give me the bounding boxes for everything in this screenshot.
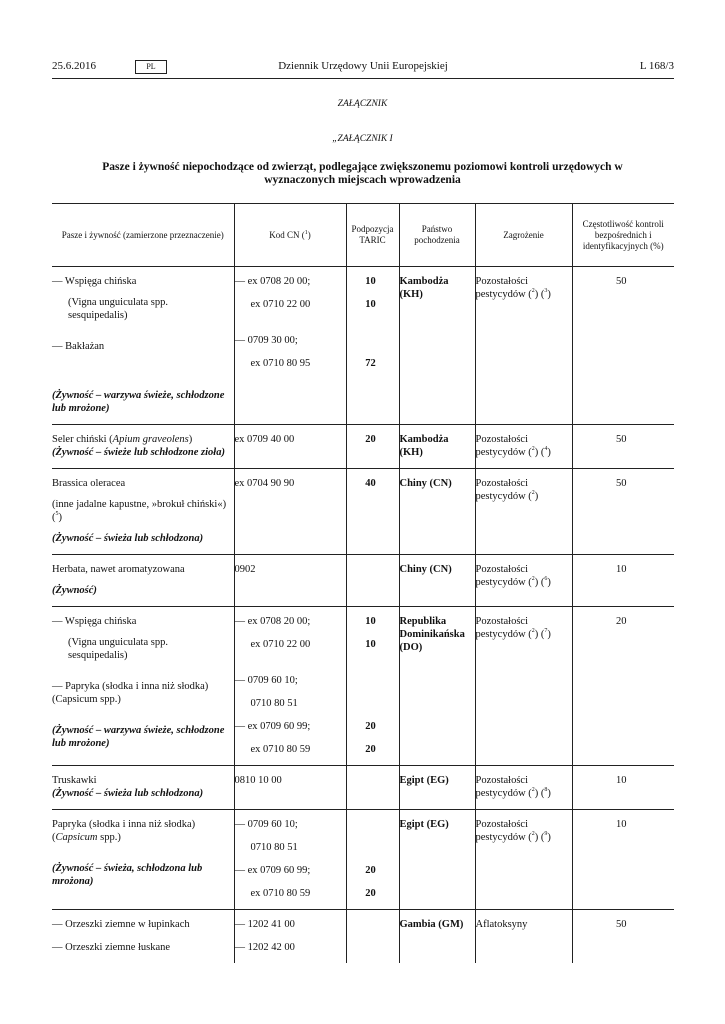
taric-cell: 10 10 72 bbox=[346, 267, 399, 425]
table-row bbox=[52, 425, 674, 469]
hazard-cell: Pozostałości pestycydów ($^2$) ($^7$) bbox=[475, 607, 572, 766]
goods-cell: Papryka (słodka i inna niż słodka) (Capsicum spp.) (Żywność – świeża, schłodzona lub mrożona) bbox=[52, 810, 234, 910]
country-cell: Egipt (EG) bbox=[399, 810, 475, 910]
frequency-cell: 50 bbox=[572, 267, 674, 425]
column-header-goods: Pasze i żywność (zamierzone przeznaczenie) bbox=[52, 204, 234, 267]
hazard-cell: Pozostałości pestycydów ($^2$) ($^9$) bbox=[475, 810, 572, 910]
cn-code-cell: ex 0709 40 00 bbox=[234, 425, 346, 469]
cn-code-cell: — ex 0708 20 00; ex 0710 22 00 — 0709 60 10; 0710 80 51 — ex 0709 60 99; ex 0710 80 59 bbox=[234, 607, 346, 766]
country-cell: Chiny (CN) bbox=[399, 555, 475, 607]
frequency-cell: 20 bbox=[572, 607, 674, 766]
journal-title: Dziennik Urzędowy Unii Europejskiej bbox=[278, 60, 448, 72]
goods-cell: Seler chiński (Apium graveolens) (Żywność – świeże lub schłodzone zioła) bbox=[52, 425, 234, 469]
country-cell: Kambodża (KH) bbox=[399, 267, 475, 425]
country-cell: Chiny (CN) bbox=[399, 469, 475, 555]
taric-cell bbox=[346, 766, 399, 810]
taric-cell: 40 bbox=[346, 469, 399, 555]
goods-cell: — Orzeszki ziemne w łupinkach — Orzeszki ziemne łuskane bbox=[52, 919, 190, 953]
cn-code-cell: — ex 0708 20 00; ex 0710 22 00 — 0709 30 00; ex 0710 80 95 bbox=[234, 267, 346, 425]
column-header-taric: Podpozycja TARIC bbox=[346, 204, 399, 267]
table-row bbox=[52, 810, 674, 910]
taric-cell: 20 bbox=[346, 425, 399, 469]
table-row bbox=[52, 910, 674, 964]
goods-cell: Truskawki (Żywność – świeża lub schłodzona) bbox=[52, 766, 234, 810]
hazard-cell: Pozostałości pestycydów ($^2$) bbox=[475, 469, 572, 555]
country-cell: Kambodża (KH) bbox=[399, 425, 475, 469]
annex-label: ZAŁĄCZNIK bbox=[337, 99, 388, 109]
cn-code-cell: ex 0704 90 90 bbox=[234, 469, 346, 555]
hazard-cell: Pozostałości pestycydów ($^2$) ($^3$) bbox=[475, 267, 572, 425]
frequency-cell: 10 bbox=[572, 555, 674, 607]
cn-code-cell: 0810 10 00 bbox=[234, 766, 346, 810]
goods-cell: — Wspięga chińska (Vigna unguiculata spp. sesquipedalis) — Papryka (słodka i inna niż słodka) (Capsicum spp.) (Żywność – warzywa świeże, schłodzone lub mrożone) bbox=[52, 607, 234, 766]
frequency-cell: 50 bbox=[572, 469, 674, 555]
country-cell: Republika Dominikańska (DO) bbox=[399, 607, 475, 766]
taric-cell: 20 20 bbox=[346, 810, 399, 910]
country-cell: Egipt (EG) bbox=[399, 766, 475, 810]
table-header-row bbox=[52, 204, 674, 267]
goods-cell: — Wspięga chińska (Vigna unguiculata spp. sesquipedalis) — Bakłażan (Żywność – warzywa świeże, schłodzone lub mrożone) bbox=[52, 267, 234, 425]
column-header-hazard: Zagrożenie bbox=[475, 204, 572, 267]
column-header-cn-code: Kod CN ($^1$) bbox=[234, 204, 346, 267]
table-row bbox=[52, 267, 674, 425]
frequency-cell: 50 bbox=[572, 910, 674, 964]
column-header-country: Państwo pochodzenia bbox=[399, 204, 475, 267]
hazard-cell: Pozostałości pestycydów ($^2$) ($^6$) bbox=[475, 555, 572, 607]
table-row bbox=[52, 469, 674, 555]
column-header-frequency: Częstotliwość kontroli bezpośrednich i identyfikacyjnych (%) bbox=[572, 204, 674, 267]
frequency-cell: 10 bbox=[572, 810, 674, 910]
hazard-cell: Pozostałości pestycydów ($^2$) ($^8$) bbox=[475, 766, 572, 810]
goods-cell: Brassica oleracea (inne jadalne kapustne, »brokuł chiński«) ($^5$) (Żywność – świeża lub schłodzona) bbox=[52, 469, 234, 555]
annex-sub-label: „ZAŁĄCZNIK I bbox=[332, 134, 393, 144]
table-row bbox=[52, 766, 674, 810]
controls-table bbox=[52, 203, 674, 963]
taric-cell: 10 10 20 20 bbox=[346, 607, 399, 766]
frequency-cell: 10 bbox=[572, 766, 674, 810]
hazard-cell: Pozostałości pestycydów ($^2$) ($^4$) bbox=[475, 425, 572, 469]
goods-cell: Herbata, nawet aromatyzowana (Żywność) bbox=[52, 555, 234, 607]
hazard-cell: Aflatoksyny bbox=[475, 910, 572, 964]
cn-code-cell: 0902 bbox=[234, 555, 346, 607]
taric-cell bbox=[346, 555, 399, 607]
cn-code-cell: — 0709 60 10; 0710 80 51 — ex 0709 60 99; ex 0710 80 59 bbox=[234, 810, 346, 910]
table-row bbox=[52, 607, 674, 766]
country-cell: Gambia (GM) bbox=[399, 910, 475, 964]
language-code-box: PL bbox=[135, 60, 167, 74]
document-title: Pasze i żywność niepochodzące od zwierząt, podlegające zwiększonemu poziomowi kontroli urzędowych w wyznaczonych miejscach wprowadzenia bbox=[102, 161, 623, 186]
taric-cell bbox=[346, 910, 399, 964]
publication-date: 25.6.2016 bbox=[52, 60, 96, 72]
table-row bbox=[52, 555, 674, 607]
cn-code-cell: — 1202 41 00 — 1202 42 00 bbox=[234, 910, 346, 964]
page-header bbox=[52, 60, 674, 79]
frequency-cell: 50 bbox=[572, 425, 674, 469]
page-reference: L 168/3 bbox=[639, 60, 674, 72]
